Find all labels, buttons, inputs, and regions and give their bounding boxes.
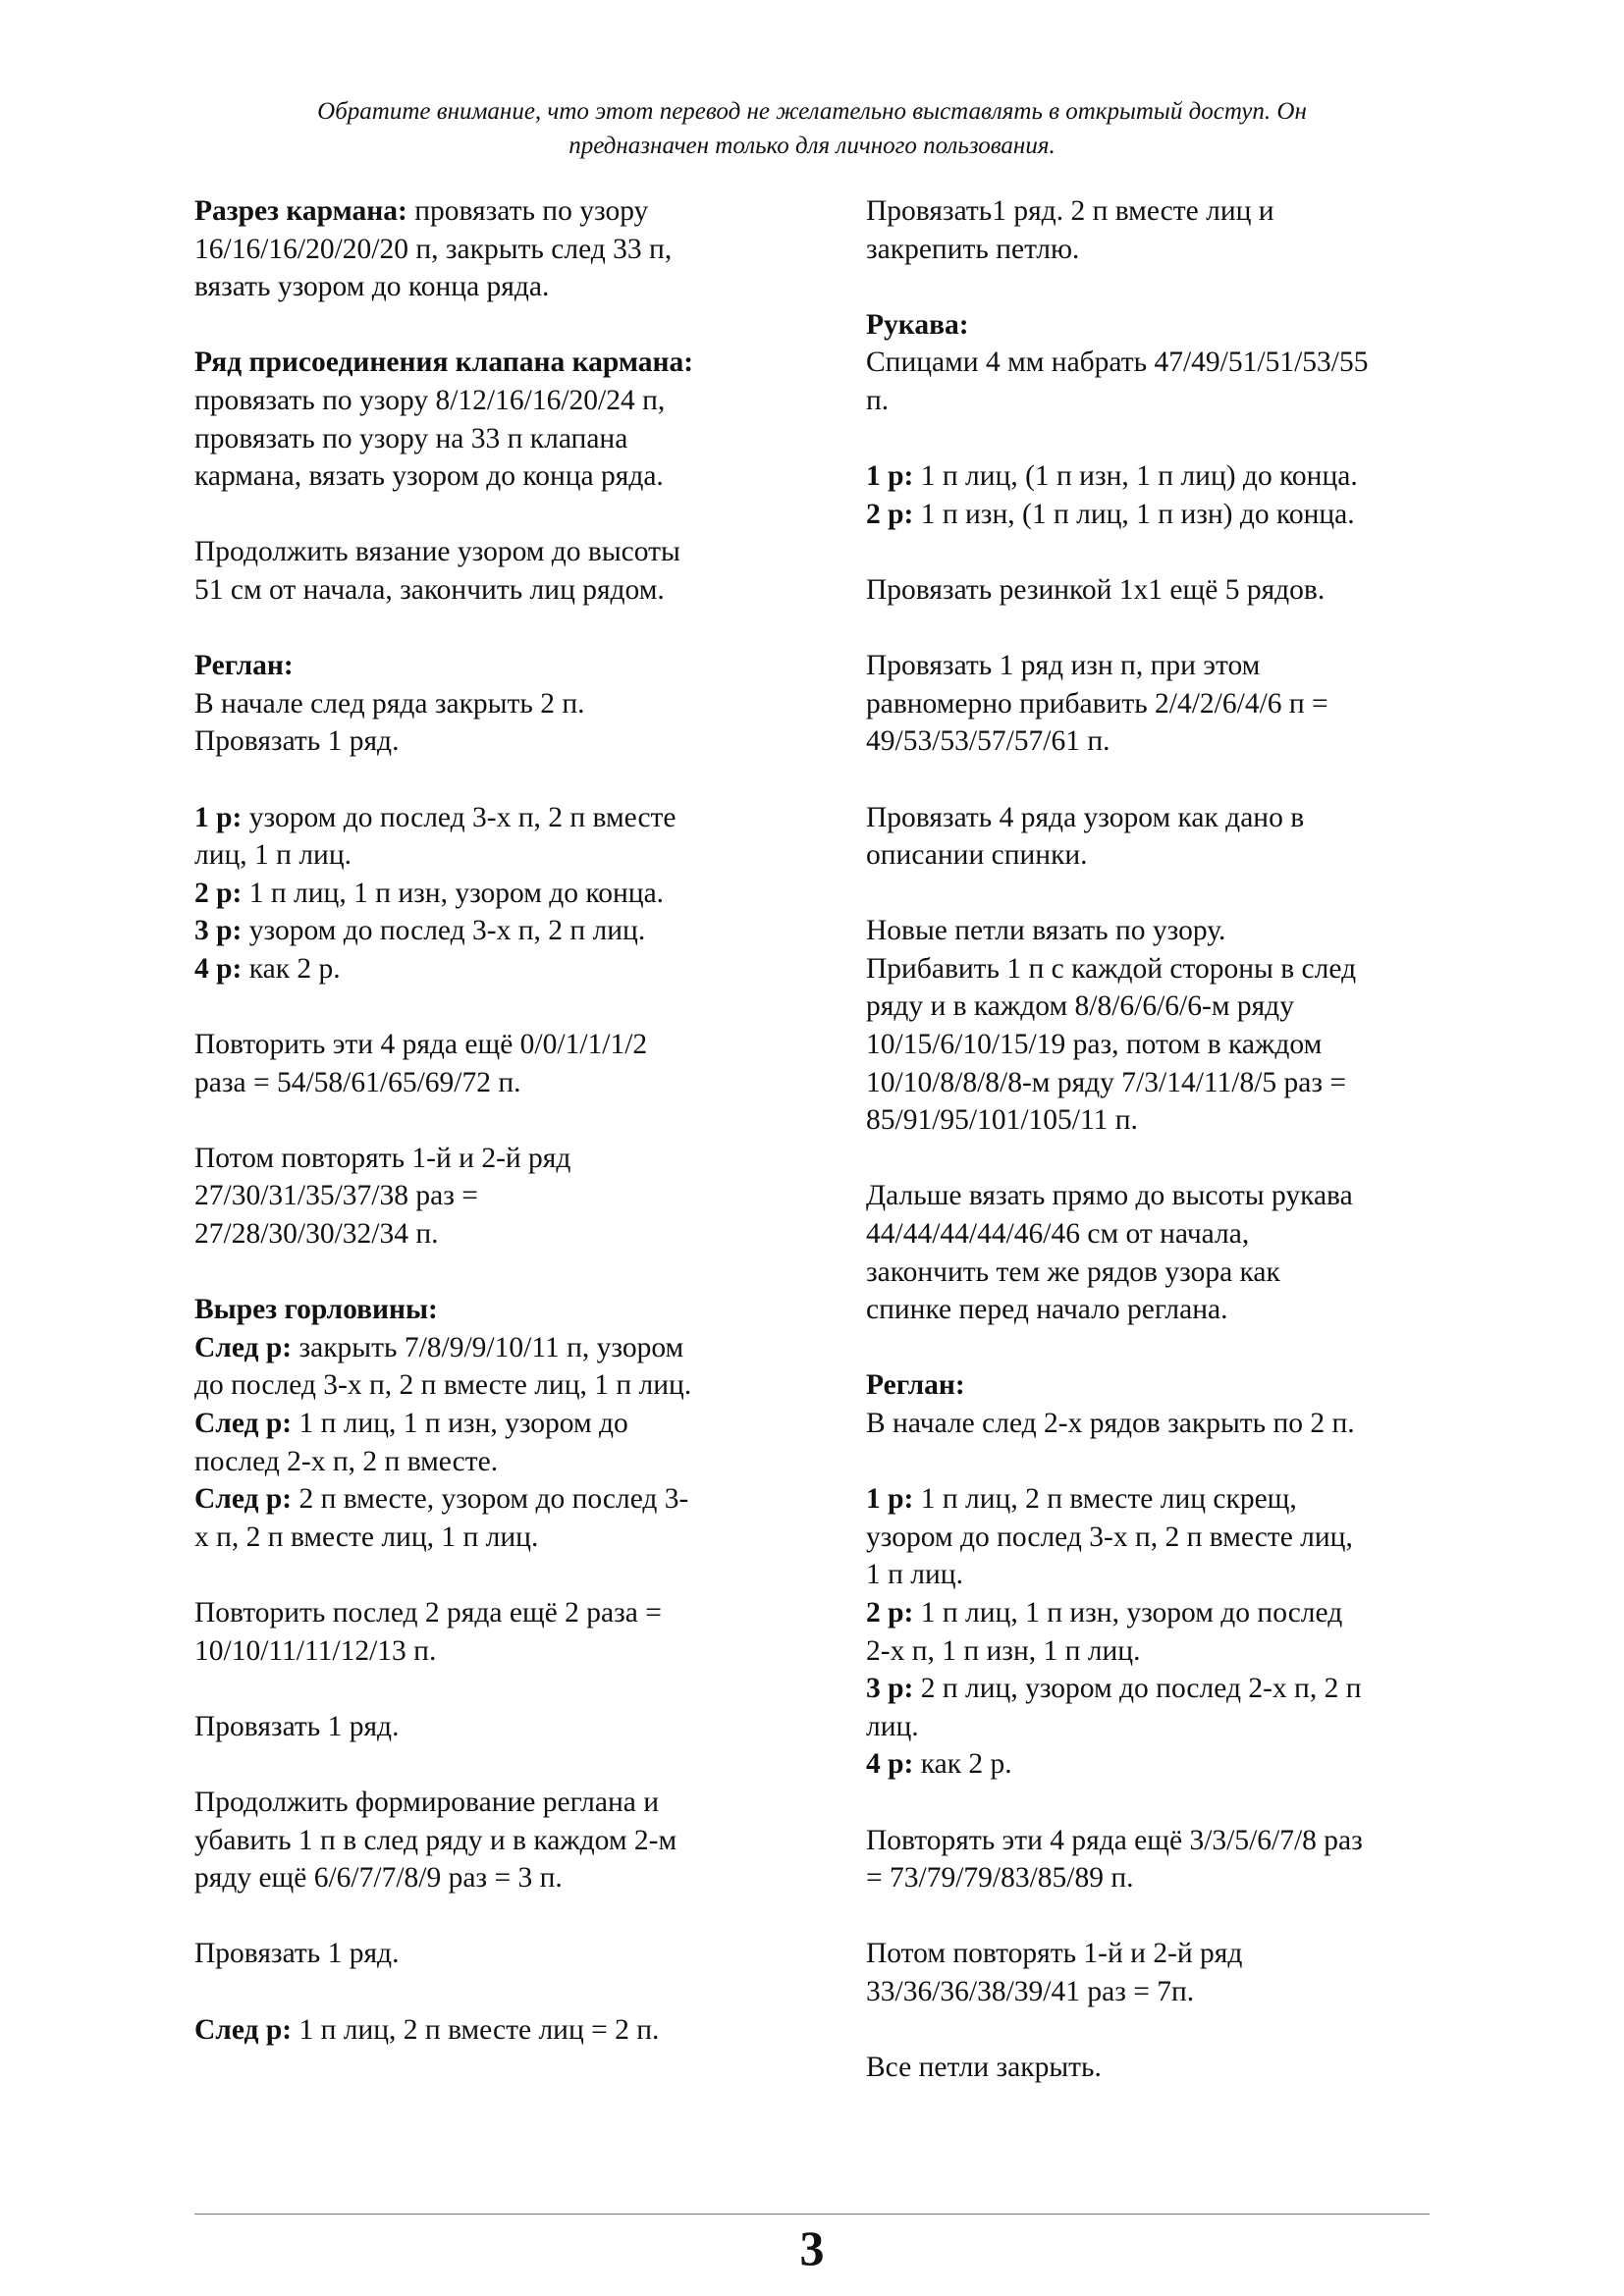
paragraph-intro: Провязать1 ряд. 2 п вместе лиц и <box>866 195 1274 227</box>
paragraph-last-row: След р: 1 п лиц, 2 п вместе лиц = 2 п. <box>194 2013 660 2046</box>
paragraph-pocket-slit: Разрез кармана: провязать по узору <box>194 195 649 227</box>
left-column: Разрез кармана: провязать по узору 16/16/16/20/20/20 п, закрыть след 33 п, вязать узором до конца ряда. Ряд присоединения клапана кармана: провязать по узору 8/12/16/16/20/24 п, провязать по узору на 33 п клапана кармана, вязать узором до конца ряда. Продолжить вязание узором до высоты 51 см от начала, закончить лиц рядом. Реглан: В начале след ряда закрыть 2 п. Провязать 1 ряд. 1 р: узором до послед 3-х п, 2 п вместе лиц, 1 п лиц. 2 р: 1 п лиц, 1 п изн, узором до конца. 3 р: узором до послед 3-х п, 2 п лиц. 4 р: как 2 р. Повторить эти 4 ряда ещё 0/0/1/1/1/2 раза = 54/58/61/65/69/72 п. Потом повторять 1-й и 2-й ряд 27/30/31/35/37/38 раз = 27/28/30/30/32/34 п. Вырез горловины: След р: закрыть 7/8/9/9/10/11 п, узором до послед 3-х п, 2 п вместе лиц, 1 п лиц. След р: 1 п лиц, 1 п изн, узором до послед 2-х п, 2 п вместе. След р: 2 п вместе, узором до послед 3- х п, 2 п вместе лиц, 1 п лиц. Повторить послед 2 ряда ещё 2 раза = 10/10/11/11/12/13 п. Провязать 1 ряд. Продолжить формирование реглана и убавить 1 п в след ряду и в каждом 2-м ряду ещё 6/6/7/7/8/9 раз = 3 п. Провязать 1 ряд. След р: 1 п лиц, 2 п вместе лиц = 2 п. <box>194 192 784 2049</box>
row-4-instruction: 4 р: как 2 р. <box>194 952 341 985</box>
page-number: 3 <box>799 2220 825 2275</box>
neckline-row-1: След р: закрыть 7/8/9/9/10/11 п, узором <box>194 1331 684 1363</box>
paragraph-continue: Продолжить вязание узором до высоты <box>194 536 680 568</box>
sleeve-row-4: 4 р: как 2 р. <box>866 1748 1012 1781</box>
paragraph-bind-off: Все петли закрыть. <box>866 2052 1102 2084</box>
rib-row-2: 2 р: 1 п изн, (1 п лиц, 1 п изн) до конца. <box>866 498 1355 530</box>
pocket-slit-heading: Разрез кармана: <box>194 195 407 227</box>
paragraph-repeat-1: Повторить эти 4 ряда ещё 0/0/1/1/1/2 <box>194 1029 648 1061</box>
right-column: Провязать1 ряд. 2 п вместе лиц и закрепить петлю. Рукава: Спицами 4 мм набрать 47/49/51/51/53/55 п. 1 р: 1 п лиц, (1 п изн, 1 п лиц) до конца. 2 р: 1 п изн, (1 п лиц, 1 п изн) до конца. Провязать резинкой 1х1 ещё 5 рядов. Провязать 1 ряд изн п, при этом равномерно прибавить 2/4/2/6/4/6 п = 49/53/53/57/57/61 п. Провязать 4 ряда узором как дано в описании спинки. Новые петли вязать по узору. Прибавить 1 п с каждой стороны в след ряду и в каждом 8/8/6/6/6/6-м ряду 10/15/6/10/15/19 раз, потом в каждом 10/10/8/8/8/8-м ряду 7/3/14/11/8/5 раз = 85/91/95/101/105/11 п. Дальше вязать прямо до высоты рукава 44/44/44/44/46/46 см от начала, закончить тем же рядов узора как спинке перед начало реглана. Реглан: В начале след 2-х рядов закрыть по 2 п. 1 р: 1 п лиц, 2 п вместе лиц скрещ, узором до послед 3-х п, 2 п вместе лиц, 1 п лиц. 2 р: 1 п лиц, 1 п изн, узором до послед 2-х п, 1 п изн, 1 п лиц. 3 р: 2 п лиц, узором до послед 2-х п, 2 п лиц. 4 р: как 2 р. Повторять эти 4 ряда ещё 3/3/5/6/7/8 раз = 73/79/79/83/85/89 п. Потом повторять 1-й и 2-й ряд 33/36/36/38/39/41 раз = 7п. Все петли закрыть. <box>866 192 1455 2087</box>
sleeve-raglan-heading: Реглан: <box>866 1369 965 1402</box>
notice-line-2: предназначен только для личного пользования. <box>568 133 1056 159</box>
notice-line-1: Обратите внимание, что этот перевод не желательно выставлять в открытый доступ. Он <box>317 98 1307 125</box>
paragraph-repeat-3: Повторить послед 2 ряда ещё 2 раза = <box>194 1596 662 1629</box>
paragraph-sleeve-repeat-2: Потом повторять 1-й и 2-й ряд <box>866 1938 1243 1970</box>
neckline-heading: Вырез горловины: <box>194 1294 438 1326</box>
paragraph-knit-2: Провязать 1 ряд. <box>194 1938 400 1970</box>
sleeves-heading: Рукава: <box>866 308 969 341</box>
footer-divider <box>194 2214 1430 2215</box>
row-3-instruction: 3 р: узором до послед 3-х п, 2 п лиц. <box>194 915 646 947</box>
rib-row-1: 1 р: 1 п лиц, (1 п изн, 1 п лиц) до конца. <box>866 460 1358 493</box>
sleeve-row-3: 3 р: 2 п лиц, узором до послед 2-х п, 2 п <box>866 1673 1362 1705</box>
privacy-notice <box>177 94 1447 163</box>
paragraph-straight: Дальше вязать прямо до высоты рукава <box>866 1180 1353 1212</box>
paragraph-pattern-4: Провязать 4 ряда узором как дано в <box>866 801 1305 833</box>
neckline-row-2: След р: 1 п лиц, 1 п изн, узором до <box>194 1408 628 1439</box>
paragraph-sleeve-repeat-1: Повторять эти 4 ряда ещё 3/3/5/6/7/8 раз <box>866 1824 1363 1856</box>
paragraph-repeat-2: Потом повторять 1-й и 2-й ряд <box>194 1142 571 1174</box>
paragraph-rib-more: Провязать резинкой 1х1 ещё 5 рядов. <box>866 573 1326 606</box>
sleeve-row-1: 1 р: 1 п лиц, 2 п вместе лиц скрещ, <box>866 1483 1297 1516</box>
raglan-heading: Реглан: <box>194 650 294 682</box>
sleeve-row-2: 2 р: 1 п лиц, 1 п изн, узором до послед <box>866 1596 1343 1629</box>
paragraph-continue-raglan: Продолжить формирование реглана и <box>194 1786 660 1818</box>
paragraph-increases: Новые петли вязать по узору. <box>866 915 1226 947</box>
row-2-instruction: 2 р: 1 п лиц, 1 п изн, узором до конца. <box>194 877 665 909</box>
pocket-join-heading: Ряд присоединения клапана кармана: <box>194 347 694 379</box>
row-1-instruction: 1 р: узором до послед 3-х п, 2 п вместе <box>194 801 677 833</box>
neckline-row-3: След р: 2 п вместе, узором до послед 3- <box>194 1483 689 1516</box>
paragraph-purl-row: Провязать 1 ряд изн п, при этом <box>866 650 1261 682</box>
paragraph-knit-1: Провязать 1 ряд. <box>194 1710 400 1742</box>
